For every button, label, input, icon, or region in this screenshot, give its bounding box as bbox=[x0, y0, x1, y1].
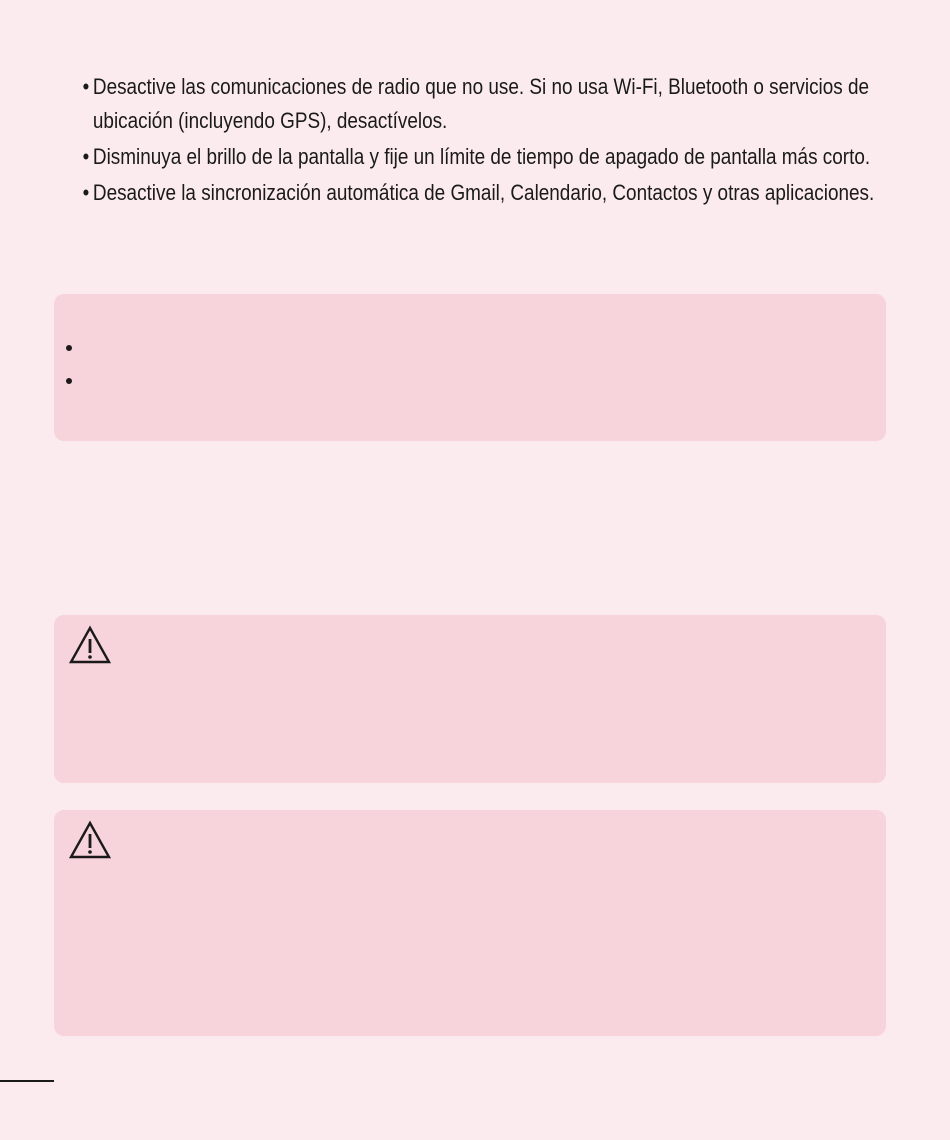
warning-box-2 bbox=[54, 810, 886, 1036]
warning-box-1 bbox=[54, 615, 886, 783]
note-box bbox=[54, 294, 886, 441]
tip-text: Desactive las comunicaciones de radio que no use. Si no usa Wi-Fi, Bluetooth o servicios de ubicación (incluyendo GPS), desactívelos. bbox=[92, 74, 870, 133]
bullet: • bbox=[82, 74, 90, 99]
warning-triangle-icon bbox=[68, 625, 112, 665]
list-item bbox=[80, 140, 893, 174]
list-item bbox=[80, 70, 893, 138]
list-item bbox=[80, 176, 893, 210]
note-bullet-2 bbox=[66, 378, 72, 384]
bullet: • bbox=[82, 144, 90, 169]
battery-tips-list bbox=[80, 70, 880, 212]
footer-rule bbox=[0, 1080, 54, 1082]
bullet: • bbox=[82, 180, 90, 205]
tip-text: Disminuya el brillo de la pantalla y fije un límite de tiempo de apagado de pantalla más corto. bbox=[92, 144, 871, 169]
note-bullet-1 bbox=[66, 345, 72, 351]
warning-triangle-icon bbox=[68, 820, 112, 860]
tip-text: Desactive la sincronización automática de Gmail, Calendario, Contactos y otras aplicaciones. bbox=[92, 180, 875, 205]
